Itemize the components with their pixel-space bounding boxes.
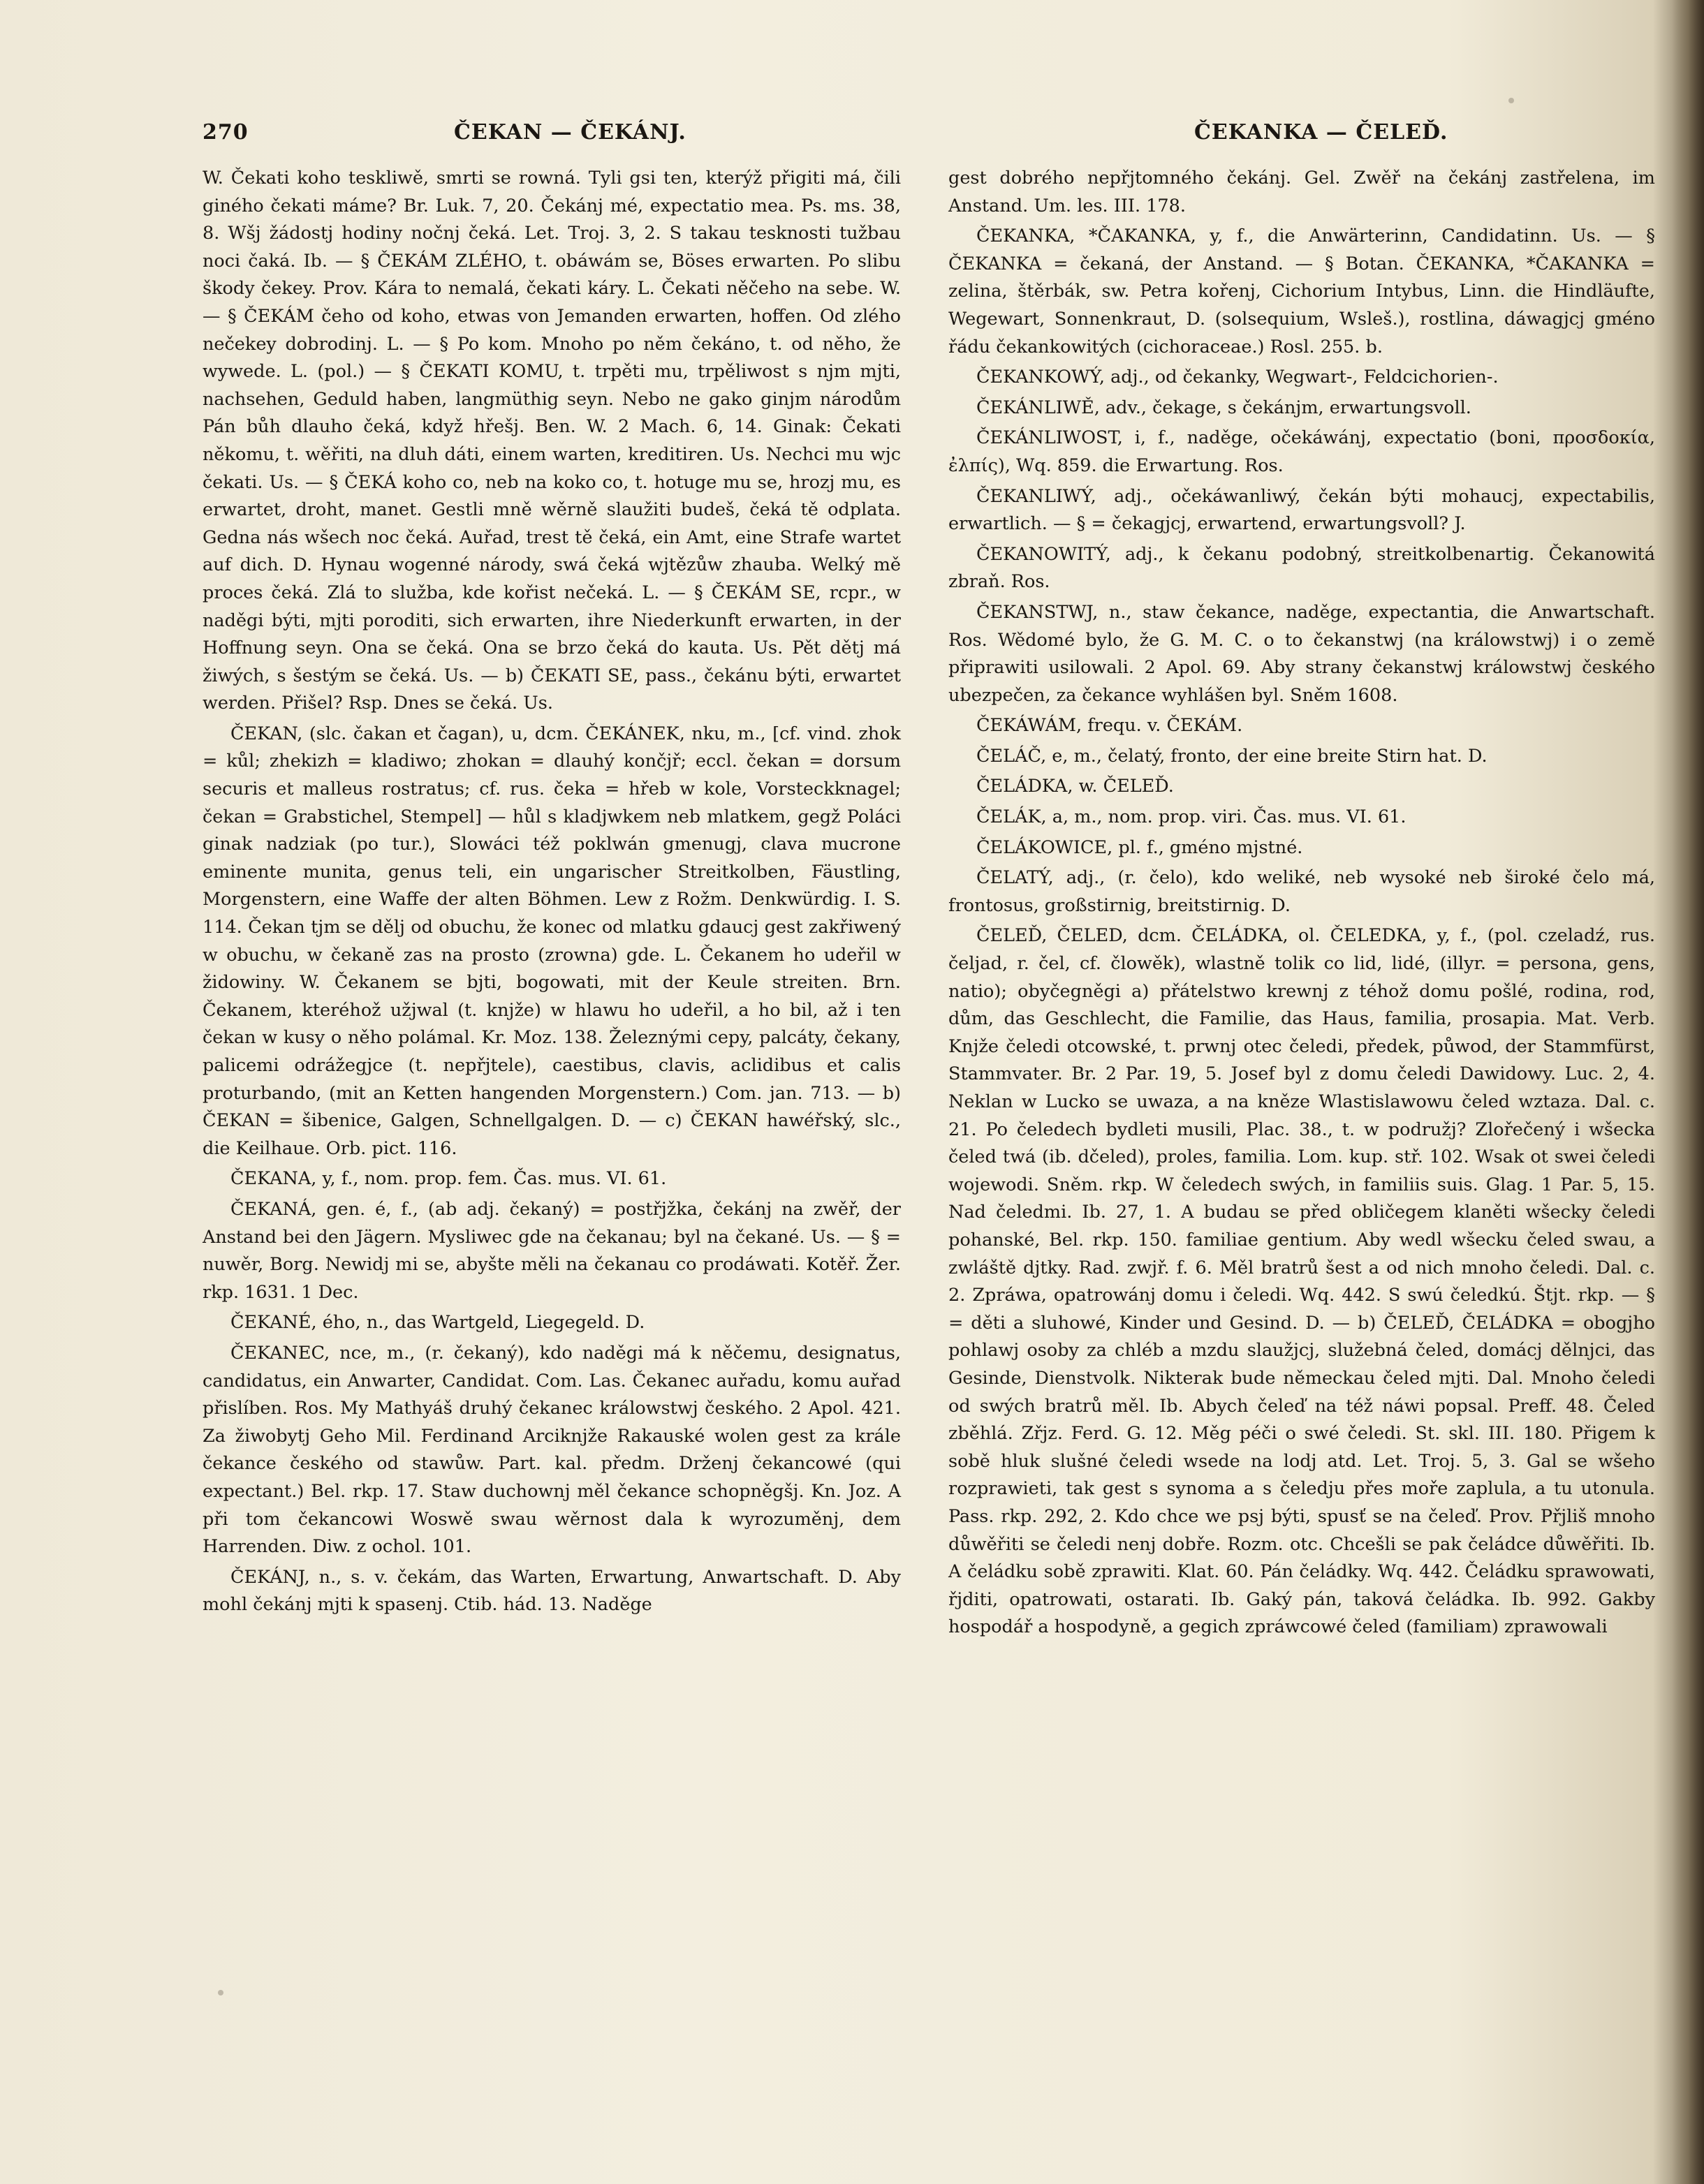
entry-paragraph: ČELÁDKA, w. ČELEĎ.	[976, 776, 1174, 797]
page-number: 270	[203, 120, 249, 145]
entry-paragraph: ČEKÁNJ, n., s. v. čekám, das Warten, Erwartung, Anwartschaft. D. Aby mohl čekánj mjti k spasenj. Ctib. hád. 13. Naděge	[203, 1566, 901, 1616]
entry-paragraph: ČELEĎ, ČELED, dcm. ČELÁDKA, ol. ČELEDKA, y, f., (pol. czeladź, rus. čeljad, r. čel, cf. člowěk), wlastně tolik co lid, lidé, (illyr. = persona, gens, natio); obyčegněgi a) přátelstwo krewnj z téhož domu pošlé, rodina, rod, dům, das Geschlecht, die Familie, das Haus, familia, prosapia. Mat. Verb. Knjže čeledi otcowské, t. prwnj otec čeledi, předek, půwod, der Stammfürst, Stammvater. Br. 2 Par. 19, 5. Josef byl z domu čeledi Dawidowy. Luc. 2, 4. Neklan w Lucko se uwaza, a na kněze Wlastislawowu čeled wztaza. Dal. c. 21. Po čeledech bydleti musili, Plac. 38., t. w podružj? Zlořečený i wšecka čeled twá (ib. dčeled), proles, familia. Lom. kup. stř. 102. Wsak ot swei čeledi wojewodi. Sněm. rkp. W čeledech swých, in familiis suis. Glag. 1 Par. 5, 15. Nad čeledmi. Ib. 27, 1. A budau se před obličegem klaněti wšecky čeledi pohanské, Bel. rkp. 150. familiae gentium. Aby wedl wšecku čeled swau, a zwláště djtky. Rad. zwjř. f. 6. Měl bratrů šest a od nich mnoho čeledi. Dal. c. 2. Zpráwa, opatrowánj domu i čeledi. Wq. 442. S swú čeledkú. Štjt. rkp. — § = děti a sluhowé, Kinder und Gesind. D. — b) ČELEĎ, ČELÁDKA = obogjho pohlawj osoby za chléb a mzdu slaužjcj, služebná čeled, domácj dělnjci, das Gesinde, Dienstvolk. Nikterak bude německau čeled mjti. Dal. Mnoho čeledi od swých bratrů měl. Ib. Abych čeleď na též náwi popsal. Preff. 48. Čeled zběhlá. Zřjz. Ferd. G. 12. Měg péči o swé čeledi. St. skl. III. 180. Přigem k sobě hluk slušné čeledi wsede na lodj atd. Let. Troj. 5, 3. Gal se wšeho rozprawieti, tak gest s synoma a s čeledju přes moře zaplula, a tu utonula. Pass. rkp. 292, 2. Kdo chce we psj býti, spusť se na čeleď. Prov. Přjliš mnoho důwěřiti se čeledi nenj dobře. Rozm. otc. Chcešli se pak čeládce důwěřiti. Ib. A čeládku sobě zprawiti. Klat. 60. Pán čeládky. Wq. 442. Čeládku sprawowati, řjditi, opatrowati, ostarati. Ib. Gaký pán, taková čeládka. Ib. 992. Gakby hospodář a hospodyně, a gegich zpráwcowé čeled (familiam) zprawowali	[948, 925, 1655, 1638]
entry-paragraph: ČELÁČ, e, m., čelatý, fronto, der eine breite Stirn hat. D.	[976, 745, 1488, 767]
entry-paragraph: ČEKANKA, *ČAKANKA, y, f., die Anwärterinn, Candidatinn. Us. — § ČEKANKA = čekaná, der Anstand. — § Botan. ČEKANKA, *ČAKANKA = zelina, štěrbák, sw. Petra kořenj, Cichorium Intybus, Linn. die Hindläufte, Wegewart, Sonnenkraut, D. (solsequium, Wsleš.), rostlina, dáwagjcj gméno řádu čekankowitých (cichoraceae.) Rosl. 255. b.	[948, 226, 1655, 357]
entry-paragraph: ČEKAN, (slc. čakan et čagan), u, dcm. ČEKÁNEK, nku, m., [cf. vind. zhok = kůl; zhekizh = kladiwo; zhokan = dlauhý končjř; eccl. čekan = dorsum securis et malleus rostratus; cf. rus. čeka = hřeb w kole, Vorsteckknagel; čekan = Grabstichel, Stempel] — hůl s kladjwkem neb mlatkem, gegž Poláci ginak nadziak (po tur.), Slowáci též poklwán gmenugj, clava mucrone eminente munita, genus teli, ein ungarischer Streitkolben, Fäustling, Morgenstern, eine Waffe der alten Böhmen. Lew z Rožm. Denkwürdig. I. S. 114. Čekan tjm se dělj od obuchu, že konec od mlatku gdaucj gest zakřiwený w obuchu, w čekaně zas na prosto (zrowna) gde. L. Čekanem ho udeřil w židowiny. W. Čekanem se bjti, bogowati, mit der Keule streiten. Brn. Čekanem, kteréhož užjwal (t. knjže) w hlawu ho udeřil, a ho bil, až i ten čekan w kusy o něho polámal. Kr. Moz. 138. Železnými cepy, palcáty, čekany, palicemi odrážegjce (t. nepřjtele), caestibus, clavis, aclidibus et calis proturbando, (mit an Ketten hangenden Morgenstern.) Com. jan. 713. — b) ČEKAN = šibenice, Galgen, Schnellgalgen. D. — c) ČEKAN hawéřský, slc., die Keilhaue. Orb. pict. 116.	[203, 723, 901, 1159]
entry-paragraph: ČEKANSTWJ, n., staw čekance, naděge, expectantia, die Anwartschaft. Ros. Wědomé bylo, že G. M. C. o to čekanstwj (na králowstwj) i o země připrawiti usilowali. 2 Apol. 69. Aby strany čekanstwj králowstwj českého ubezpečen, za čekance wyhlášen byl. Sněm 1608.	[948, 601, 1655, 706]
left-column	[203, 165, 901, 1622]
paper-speck	[1508, 98, 1514, 103]
entry-paragraph: ČEKÁWÁM, frequ. v. ČEKÁM.	[976, 715, 1243, 737]
entry-paragraph: ČELATÝ, adj., (r. čelo), kdo weliké, neb wysoké neb široké čelo má, frontosus, großstirnig, breitstirnig. D.	[948, 867, 1655, 916]
entry-paragraph: ČEKANÁ, gen. é, f., (ab adj. čekaný) = postřjžka, čekánj na zwěř, der Anstand bei den Jägern. Mysliwec gde na čekanau; byl na čekané. Us. — § = nuwěr, Borg. Newidj mi se, abyšte měli na čekanau co prodáwati. Kotěř. Žer. rkp. 1631. 1 Dec.	[203, 1198, 901, 1303]
right-column	[948, 165, 1655, 1644]
paper-speck	[218, 1990, 223, 1995]
entry-paragraph: gest dobrého nepřjtomného čekánj. Gel. Zwěř na čekánj zastřelena, im Anstand. Um. les. III. 178.	[948, 168, 1655, 216]
entry-paragraph: ČEKÁNLIWOST, i, f., naděge, očekáwánj, expectatio (boni, προσδοκία, ἐλπίς), Wq. 859. die Erwartung. Ros.	[948, 427, 1655, 476]
entry-paragraph: ČEKANOWITÝ, adj., k čekanu podobný, streitkolbenartig. Čekanowitá zbraň. Ros.	[948, 543, 1655, 593]
right-running-title: ČEKANKA — ČELEĎ.	[1194, 120, 1448, 145]
entry-paragraph: ČELÁK, a, m., nom. prop. viri. Čas. mus. VI. 61.	[976, 806, 1406, 828]
entry-paragraph: ČEKANÉ, ého, n., das Wartgeld, Liegegeld. D.	[230, 1312, 645, 1334]
left-running-title: ČEKAN — ČEKÁNJ.	[454, 120, 686, 145]
entry-paragraph: ČEKANKOWÝ, adj., od čekanky, Wegwart-, Feldcichorien-.	[976, 367, 1499, 388]
entry-paragraph: ČEKANEC, nce, m., (r. čekaný), kdo naděgi má k něčemu, designatus, candidatus, ein Anwarter, Candidat. Com. Las. Čekanec auřadu, komu auřad přislíben. Ros. My Mathyáš druhý čekanec králowstwj českého. 2 Apol. 421. Za žiwobytj Geho Mil. Ferdinand Arciknjže Rakauské wolen gest za krále čekance českého od stawůw. Part. kal. předm. Drženj čekancowé (qui expectant.) Bel. rkp. 17. Staw duchownj měl čekance schopněgšj. Kn. Joz. A při tom čekancowi Woswě swau wěrnost dala k wyrozuměnj, dem Harrenden. Diw. z ochol. 101.	[203, 1342, 901, 1558]
page-binding-shadow	[1672, 0, 1704, 2184]
entry-paragraph: W. Čekati koho teskliwě, smrti se rowná. Tyli gsi ten, kterýž přigiti má, čili giného čekati máme? Br. Luk. 7, 20. Čekánj mé, expectatio mea. Ps. ms. 38, 8. Wšj žádostj hodiny nočnj čeká. Let. Troj. 3, 2. S takau tesknosti tužbau noci čaká. Ib. — § ČEKÁM ZLÉHO, t. obáwám se, Böses erwarten. Po slibu škody čekey. Prov. Kára to nemalá, čekati káry. L. Čekati něčeho na sebe. W. — § ČEKÁM čeho od koho, etwas von Jemanden erwarten, hoffen. Od zlého nečekey dobrodinj. L. — § Po kom. Mnoho po něm čekáno, t. od něho, že wywede. L. (pol.) — § ČEKATI KOMU, t. trpěti mu, trpěliwost s njm mjti, nachsehen, Geduld haben, langmüthig seyn. Nebo ne gako ginjm národům Pán bůh dlauho čeká, když hřešj. Ben. W. 2 Mach. 6, 14. Ginak: Čekati někomu, t. wěřiti, na dluh dáti, einem warten, kreditiren. Us. Nechci mu wjc čekati. Us. — § ČEKÁ koho co, neb na koko co, t. hotuge mu se, hrozj mu, es erwartet, droht, manet. Gestli mně wěrně slaužiti budeš, čeká tě odplata. Gedna nás wšech noc čeká. Auřad, trest tě čeká, ein Amt, eine Strafe wartet auf dich. D. Hynau wogenné národy, swá čeká wjtězůw zhauba. Welký mě proces čeká. Zlá to služba, kde kořist nečeká. L. — § ČEKÁM SE, rcpr., w naděgi býti, mjti poroditi, sich erwarten, ihre Niederkunft erwarten, in der Hoffnung seyn. Ona se čeká. Ona se brzo čeká do kauta. Us. Pět dětj má žiwých, s šestým se čeká. Us. — b) ČEKATI SE, pass., čekánu býti, erwartet werden. Přišel? Rsp. Dnes se čeká. Us.	[203, 168, 901, 714]
entry-paragraph: ČELÁKOWICE, pl. f., gméno mjstné.	[976, 836, 1303, 858]
page-header	[203, 120, 1641, 155]
entry-paragraph: ČEKÁNLIWĚ, adv., čekage, s čekánjm, erwartungsvoll.	[976, 397, 1471, 418]
entry-paragraph: ČEKANA, y, f., nom. prop. fem. Čas. mus. VI. 61.	[230, 1168, 667, 1190]
entry-paragraph: ČEKANLIWÝ, adj., očekáwanliwý, čekán býti mohaucj, expectabilis, erwartlich. — § = čekagjcj, erwartend, erwartungsvoll? J.	[948, 485, 1655, 535]
